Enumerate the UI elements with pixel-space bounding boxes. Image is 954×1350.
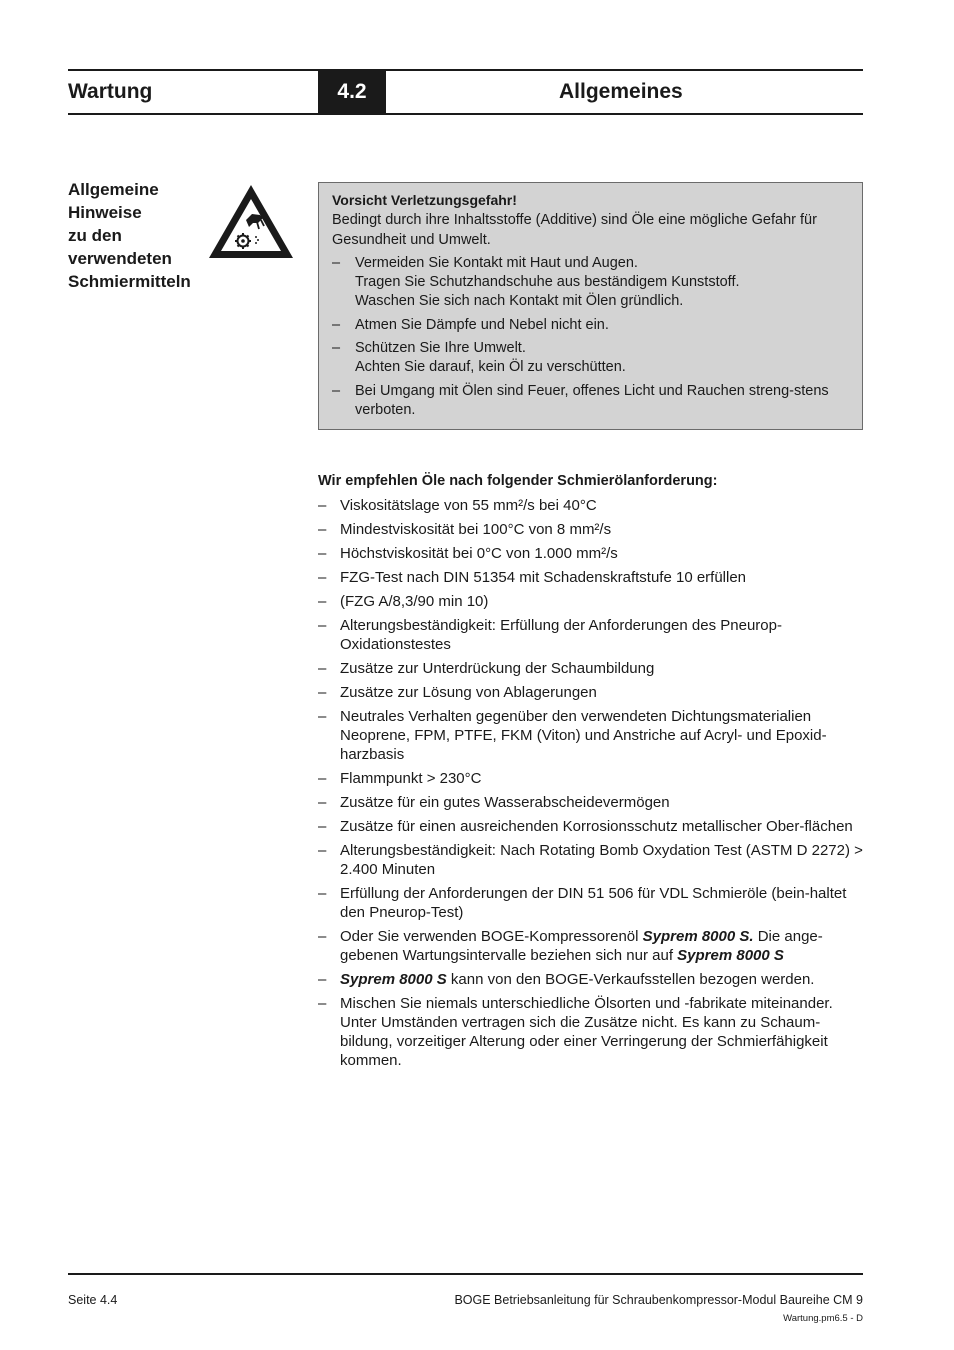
list-item-text: Oder Sie verwenden BOGE-Kompressorenöl <box>340 928 643 945</box>
list-item-text: kann von den BOGE-Verkaufsstellen bezogen werden. <box>446 971 815 988</box>
product-name: Syprem 8000 S <box>340 971 447 988</box>
side-heading-line: Allgemeine <box>68 180 159 199</box>
side-heading-line: Hinweise <box>68 203 142 222</box>
list-item: – Neutrales Verhalten gegenüber den verwendeten Dichtungsmaterialien Neoprene, FPM, PTFE, FKM (Viton) und Anstriche auf Acryl- und Epoxid-harzbasis <box>318 707 866 764</box>
header-section-number: 4.2 <box>318 71 386 113</box>
warning-item-line: Tragen Sie Schutzhandschuhe aus beständigem Kunststoff. <box>355 274 740 291</box>
warning-list <box>332 254 850 420</box>
warning-item <box>332 382 850 421</box>
list-item: – Mischen Sie niemals unterschiedliche Ölsorten und -fabrikate miteinander. Unter Umständen vertragen sich die Zusätze nicht. Es kann zu Schaum-bildung, vorzeitiger Alterung oder einer Verringerung der Schmierfähigkeit kommen. <box>318 994 866 1070</box>
file-reference: Wartung.pm6.5 - D <box>783 1313 863 1324</box>
header-title: Allgemeines <box>559 80 683 103</box>
warning-item <box>332 254 850 312</box>
recommendation-heading: Wir empfehlen Öle nach folgender Schmierölanforderung: <box>318 473 718 489</box>
list-item: – FZG-Test nach DIN 51354 mit Schadenskraftstufe 10 erfüllen <box>318 568 866 587</box>
side-heading-line: Schmiermitteln <box>68 272 191 291</box>
warning-intro: Bedingt durch ihre Inhaltsstoffe (Additive) sind Öle eine mögliche Gefahr für Gesundheit und Umwelt. <box>332 212 817 248</box>
warning-box <box>318 182 863 430</box>
warning-item <box>332 339 850 378</box>
list-item: – (FZG A/8,3/90 min 10) <box>318 592 866 611</box>
header-section: Wartung <box>68 80 153 103</box>
side-heading-line: verwendeten <box>68 249 172 268</box>
list-item-syprem <box>318 970 866 989</box>
side-heading-line: zu den <box>68 226 122 245</box>
recommendation-section <box>318 472 866 1075</box>
warning-title: Vorsicht Verletzungsgefahr! <box>332 192 517 208</box>
side-heading <box>68 178 218 293</box>
list-item: – Mindestviskosität bei 100°C von 8 mm²/s <box>318 520 866 539</box>
list-item: – Viskositätslage von 55 mm²/s bei 40°C <box>318 496 866 515</box>
page-number: Seite 4.4 <box>68 1293 118 1307</box>
list-item: – Flammpunkt > 230°C <box>318 769 866 788</box>
footer-divider <box>68 1273 863 1275</box>
list-item: – Alterungsbeständigkeit: Erfüllung der Anforderungen des Pneurop-Oxidationstestes <box>318 616 866 654</box>
warning-item-line: Achten Sie darauf, kein Öl zu verschütten. <box>355 359 626 376</box>
list-item: – Zusätze für einen ausreichenden Korrosionsschutz metallischer Ober-flächen <box>318 817 866 836</box>
page-header <box>68 69 863 115</box>
list-item: – Höchstviskosität bei 0°C von 1.000 mm²/s <box>318 544 866 563</box>
warning-item-line: – Atmen Sie Dämpfe und Nebel nicht ein. <box>355 316 609 333</box>
list-item: – Zusätze zur Lösung von Ablagerungen <box>318 683 866 702</box>
warning-item-line: Waschen Sie sich nach Kontakt mit Ölen gründlich. <box>355 293 684 310</box>
list-item: – Erfüllung der Anforderungen der DIN 51 506 für VDL Schmieröle (bein-haltet den Pneurop-Test) <box>318 884 866 922</box>
recommendation-list <box>318 496 866 1070</box>
list-item-boge-oil <box>318 927 866 965</box>
list-item: – Zusätze für ein gutes Wasserabscheidevermögen <box>318 793 866 812</box>
warning-item-line: – Bei Umgang mit Ölen sind Feuer, offenes Licht und Rauchen streng-stens verboten. <box>355 382 829 418</box>
list-item: – Zusätze zur Unterdrückung der Schaumbildung <box>318 659 866 678</box>
list-item: – Alterungsbeständigkeit: Nach Rotating Bomb Oxydation Test (ASTM D 2272) > 2.400 Minuten <box>318 841 866 879</box>
warning-item <box>332 316 850 335</box>
product-name: Syprem 8000 S <box>677 947 784 964</box>
product-name: Syprem 8000 S. <box>642 928 754 945</box>
warning-item-line: – Schützen Sie Ihre Umwelt. <box>355 340 526 357</box>
manual-title: BOGE Betriebsanleitung für Schraubenkompressor-Modul Baureihe CM 9 <box>454 1293 863 1307</box>
corrosive-hazard-icon <box>206 182 296 262</box>
warning-item-line: – Vermeiden Sie Kontakt mit Haut und Augen. <box>355 254 638 271</box>
list-item-text: Die ange-gebenen Wartungsintervalle beziehen sich nur auf <box>340 928 823 964</box>
